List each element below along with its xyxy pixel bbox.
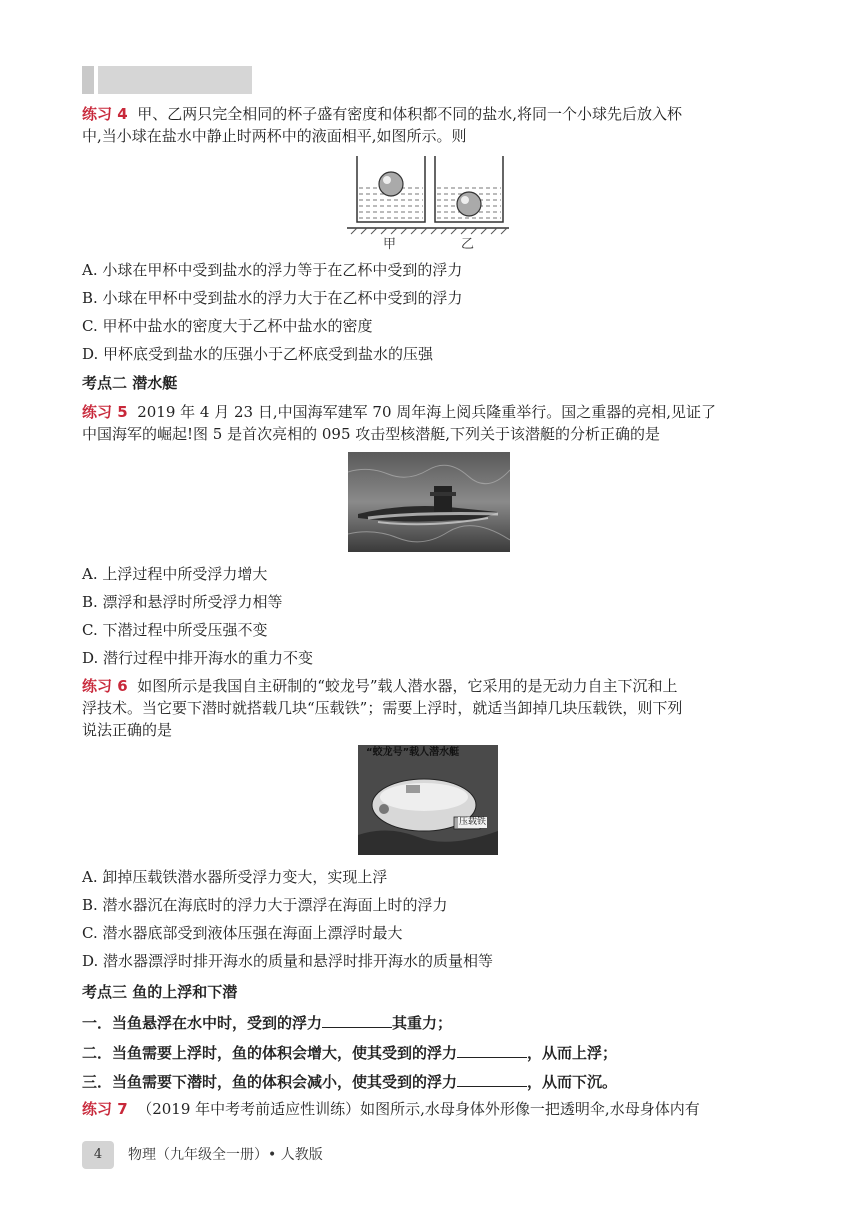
cups-figure [343,152,513,252]
fill-text: 一．当鱼悬浮在水中时，受到的浮力 [82,1014,323,1032]
question-text-line2: 中,当小球在盐水中静止时两杯中的液面相平,如图所示。则 [82,127,467,145]
cup-label-left: 甲 [383,237,397,252]
answer-blank[interactable] [457,1041,527,1058]
exercise-label: 练习 7 [82,1100,128,1118]
ballast-tag: 压载铁 [459,817,487,827]
option-b: B. 潜水器沉在海底时的浮力大于漂浮在海面上时的浮力 [82,896,448,914]
fill-text: 三．当鱼需要下潜时，鱼的体积会减小，使其受到的浮力 [82,1073,458,1091]
page-number: 4 [93,1147,103,1162]
option-a: A. 上浮过程中所受浮力增大 [82,565,268,583]
fill-text: 其重力； [392,1014,453,1032]
option-d: D. 潜行过程中排开海水的重力不变 [82,649,314,667]
question-text: 2019 年 4 月 23 日,中国海军建军 70 周年海上阅兵隆重举行。国之重器的亮相,见证了 [137,403,717,421]
exercise-7 [82,1099,700,1120]
exercise-4 [82,104,682,125]
jiaolong-photo [358,745,498,855]
question-text: 甲、乙两只完全相同的杯子盛有密度和体积都不同的盐水,将同一个小球先后放入杯 [137,105,682,123]
option-d: D. 潜水器漂浮时排开海水的质量和悬浮时排开海水的质量相等 [82,952,494,970]
fill-text: ，从而上浮； [527,1044,618,1062]
question-text: （2019 年中考考前适应性训练）如图所示,水母身体外形像一把透明伞,水母身体内有 [137,1100,700,1118]
exercise-label: 练习 4 [82,105,128,123]
image-caption: “蛟龙号”载人潜水艇 [366,747,460,758]
exercise-label: 练习 5 [82,403,128,421]
option-a: A. 小球在甲杯中受到盐水的浮力等于在乙杯中受到的浮力 [82,261,463,279]
option-c: C. 潜水器底部受到液体压强在海面上漂浮时最大 [82,924,403,942]
exercise-label: 练习 6 [82,677,128,695]
exercise-5 [82,402,716,423]
fill-line-1 [82,1011,452,1034]
question-text-line3: 说法正确的是 [82,721,173,739]
option-a: A. 卸掉压载铁潜水器所受浮力变大，实现上浮 [82,868,388,886]
header-bar [82,66,252,94]
exercise-6 [82,676,678,697]
answer-blank[interactable] [322,1011,392,1028]
section-heading: 考点二 潜水艇 [82,374,178,392]
option-c: C. 甲杯中盐水的密度大于乙杯中盐水的密度 [82,317,373,335]
option-d: D. 甲杯底受到盐水的压强小于乙杯底受到盐水的压强 [82,345,434,363]
page-number-badge [82,1141,114,1169]
cup-label-right: 乙 [461,237,475,252]
fill-text: ，从而下沉。 [527,1073,618,1091]
cup-yi [435,156,503,222]
section-heading: 考点三 鱼的上浮和下潜 [82,983,238,1001]
fill-line-2 [82,1041,617,1064]
submarine-photo [348,452,510,552]
cup-jia [357,156,425,222]
footer-text: 物理（九年级全一册）• 人教版 [128,1147,323,1163]
fill-text: 二．当鱼需要上浮时，鱼的体积会增大，使其受到的浮力 [82,1044,458,1062]
option-b: B. 小球在甲杯中受到盐水的浮力大于在乙杯中受到的浮力 [82,289,463,307]
option-b: B. 漂浮和悬浮时所受浮力相等 [82,593,283,611]
question-text-line2: 中国海军的崛起!图 5 是首次亮相的 095 攻击型核潜艇,下列关于该潜艇的分析正确的是 [82,425,661,443]
answer-blank[interactable] [457,1070,527,1087]
fill-line-3 [82,1070,617,1093]
question-text-line2: 浮技术。当它要下潜时就搭载几块“压载铁”；需要上浮时，就适当卸掉几块压载铁，则下列 [82,699,683,717]
option-c: C. 下潜过程中所受压强不变 [82,621,268,639]
question-text: 如图所示是我国自主研制的“蛟龙号”载人潜水器，它采用的是无动力自主下沉和上 [137,677,678,695]
